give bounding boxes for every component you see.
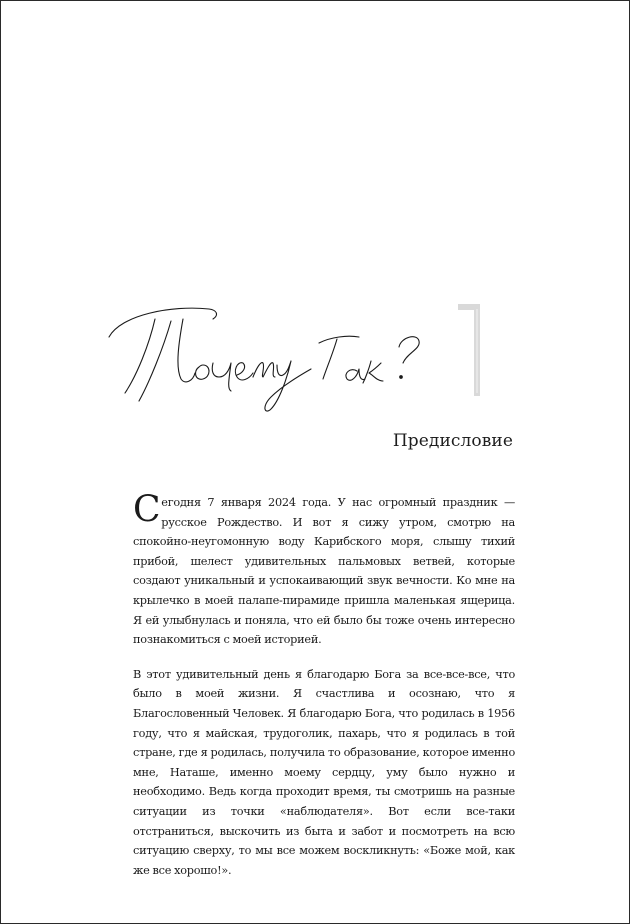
paragraph-2: В этот удивительный день я благодарю Бога за все-все-все, что было в моей жизни. Я счастлива и осознаю, что я Благословенный Человек. Я благодарю Бога, что родилась в 1956 году, что я майская, трудоголик, пахарь, что я родилась в той стране, где я родилась, получила то образование, которое именно мне, Наташе, именно моему сердцу, уму было нужно и необходимо. Ведь когда проходит время, ты смотришь на разные ситуации из точки «наблюдателя». Вот если все-таки отстраниться, выскочить из быта и забот и посмотреть на всю ситуацию сверху, то мы все можем воскликнуть: «Боже мой, как же все хорошо!». xyxy=(133,667,515,877)
chapter-number-graphic xyxy=(453,301,493,397)
paragraph-1 xyxy=(133,489,515,650)
chapter-title-script xyxy=(101,297,441,415)
chapter-subtitle: Предисловие xyxy=(392,431,513,451)
body-text xyxy=(133,489,515,880)
drop-cap: С xyxy=(133,489,161,530)
paragraph-1-text: егодня 7 января 2024 года. У нас огромный праздник — русское Рождество. И вот я сижу утром, смотрю на спокойно-неугомонную воду Карибского моря, слышу тихий прибой, шелест удивительных пальмовых ветвей, которые создают уникальный и успокаивающий звук вечности. Ко мне на крылечко в моей палапе-пирамиде пришла маленькая ящерица. Я ей улыбнулась и поняла, что ей было бы тоже очень интересно познакомиться с моей историей. xyxy=(133,496,515,647)
